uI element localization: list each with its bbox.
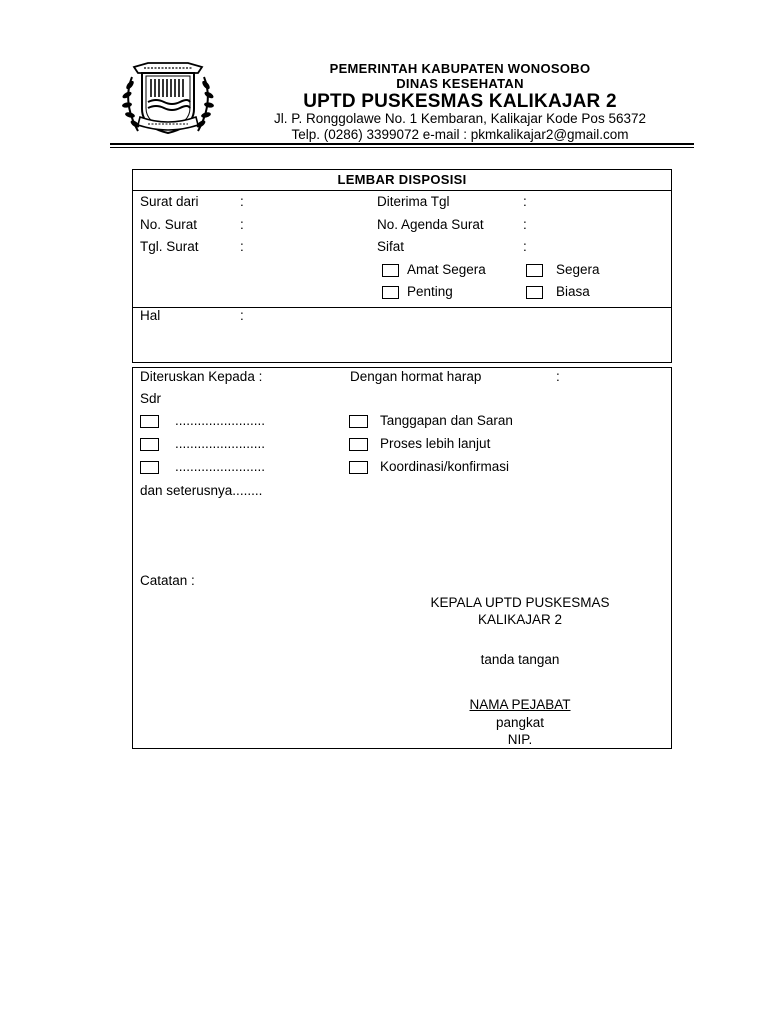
- penting-checkbox[interactable]: [382, 286, 399, 299]
- dengan-hormat-label: Dengan hormat harap: [350, 369, 482, 384]
- penting-label: Penting: [407, 284, 453, 299]
- biasa-label: Biasa: [556, 284, 590, 299]
- hal-label: Hal: [140, 308, 161, 323]
- tgl-surat-label: Tgl. Surat: [140, 239, 199, 254]
- hal-colon: :: [240, 308, 244, 323]
- title-divider: [132, 190, 672, 191]
- no-agenda-label: No. Agenda Surat: [377, 217, 484, 232]
- diterima-tgl-colon: :: [523, 194, 527, 209]
- tgl-surat-colon: :: [240, 239, 244, 254]
- recipient-3-checkbox[interactable]: [140, 461, 159, 474]
- tanggapan-checkbox[interactable]: [349, 415, 368, 428]
- surat-dari-colon: :: [240, 194, 244, 209]
- dan-seterusnya-label: dan seterusnya........: [140, 483, 263, 498]
- header-contact: Telp. (0286) 3399072 e-mail : pkmkalikajar2@gmail.com: [291, 127, 629, 142]
- signature-rank: pangkat: [495, 715, 545, 730]
- segera-label: Segera: [556, 262, 600, 277]
- recipient-2-checkbox[interactable]: [140, 438, 159, 451]
- koordinasi-checkbox[interactable]: [349, 461, 368, 474]
- signature-position-2: KALIKAJAR 2: [477, 612, 563, 627]
- recipient-2-dots: ........................: [175, 436, 266, 451]
- signature-placeholder: tanda tangan: [480, 652, 560, 667]
- signature-position-1: KEPALA UPTD PUSKESMAS: [430, 595, 610, 610]
- sdr-label: Sdr: [140, 391, 162, 406]
- header-government: PEMERINTAH KABUPATEN WONOSOBO: [329, 61, 591, 76]
- signature-name: NAMA PEJABAT: [469, 697, 571, 712]
- no-agenda-colon: :: [523, 217, 527, 232]
- segera-checkbox[interactable]: [526, 264, 543, 277]
- amat-segera-checkbox[interactable]: [382, 264, 399, 277]
- signature-nip: NIP.: [507, 732, 533, 747]
- recipient-1-dots: ........................: [175, 413, 266, 428]
- proses-label: Proses lebih lanjut: [380, 436, 491, 451]
- sifat-label: Sifat: [377, 239, 405, 254]
- no-surat-label: No. Surat: [140, 217, 198, 232]
- proses-checkbox[interactable]: [349, 438, 368, 451]
- header-department: DINAS KESEHATAN: [396, 76, 524, 91]
- diterima-tgl-label: Diterima Tgl: [377, 194, 450, 209]
- diteruskan-label: Diteruskan Kepada :: [140, 369, 263, 384]
- catatan-label: Catatan :: [140, 573, 195, 588]
- koordinasi-label: Koordinasi/konfirmasi: [380, 459, 510, 474]
- biasa-checkbox[interactable]: [526, 286, 543, 299]
- sifat-colon: :: [523, 239, 527, 254]
- recipient-3-dots: ........................: [175, 459, 266, 474]
- hal-divider: [132, 307, 672, 308]
- amat-segera-label: Amat Segera: [407, 262, 486, 277]
- header-address: Jl. P. Ronggolawe No. 1 Kembaran, Kalikajar Kode Pos 56372: [274, 111, 646, 126]
- dengan-hormat-colon: :: [556, 369, 560, 384]
- tanggapan-label: Tanggapan dan Saran: [380, 413, 513, 428]
- form-title: LEMBAR DISPOSISI: [337, 172, 467, 187]
- regency-crest-icon: [118, 57, 218, 139]
- header-rule-thin: [110, 147, 694, 148]
- surat-dari-label: Surat dari: [140, 194, 199, 209]
- no-surat-colon: :: [240, 217, 244, 232]
- header-title: UPTD PUSKESMAS KALIKAJAR 2: [303, 91, 617, 112]
- recipient-1-checkbox[interactable]: [140, 415, 159, 428]
- header-rule: [110, 143, 694, 145]
